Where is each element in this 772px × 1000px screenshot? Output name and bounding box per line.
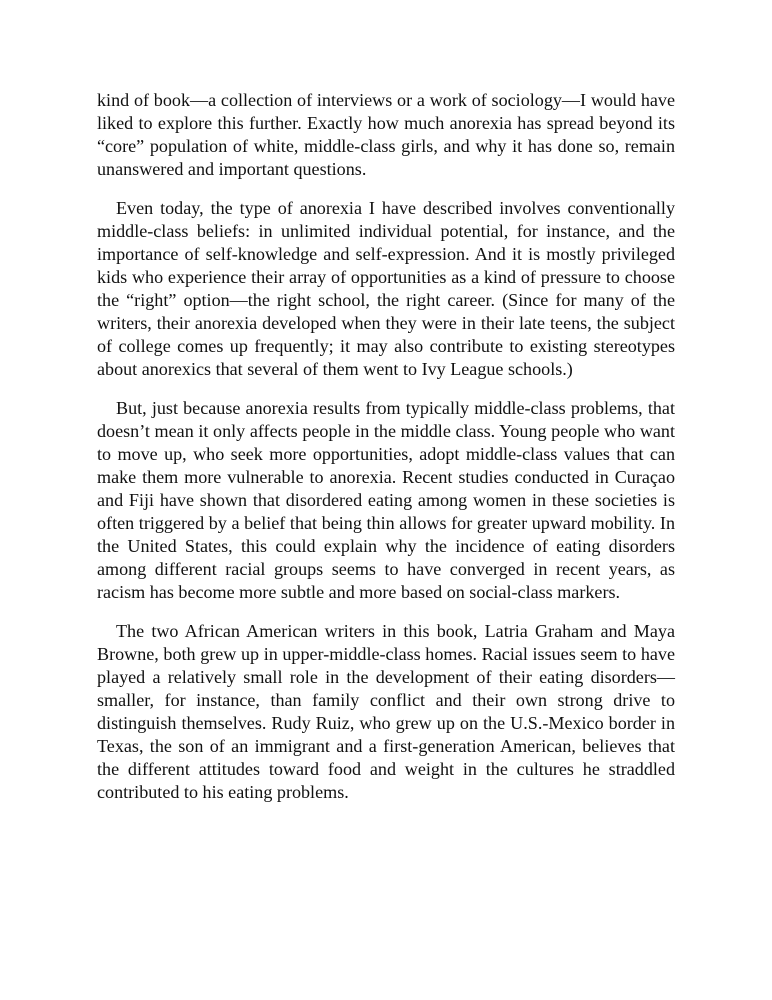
paragraph-continued: kind of book—a collection of interviews or a work of sociology—I would have liked to explore this further. Exactly how much anorexia has spread beyond its “core” population of white, middle-class girls, and why it has done so, remain unanswered and important questions.: [97, 90, 675, 179]
paragraph-upward-mobility: But, just because anorexia results from typically middle-class problems, that doesn’t mean it only affects people in the middle class. Young people who want to move up, who seek more opportunities, adopt middle-class values that can make them more vulnerable to anorexia. Recent studies conducted in Curaçao and Fiji have shown that disordered eating among women in these societies is often triggered by a belief that being thin allows for greater upward mobility. In the United States, this could explain why the incidence of eating disorders among different racial groups seems to have converged in recent years, as racism has become more subtle and more based on social-class markers.: [97, 398, 675, 602]
document-body: [97, 89, 675, 820]
paragraph-middle-class-beliefs: Even today, the type of anorexia I have described involves conventionally middle-class beliefs: in unlimited individual potential, for instance, and the importance of self-knowledge and self-expression. And it is mostly privileged kids who experience their array of opportunities as a kind of pressure to choose the “right” option—the right school, the right career. (Since for many of the writers, their anorexia developed when they were in their late teens, the subject of college comes up frequently; it may also contribute to existing stereotypes about anorexics that several of them went to Ivy League schools.): [97, 198, 675, 379]
paragraph-african-american-writers: The two African American writers in this book, Latria Graham and Maya Browne, both grew up in upper-middle-class homes. Racial issues seem to have played a relatively small role in the development of their eating disorders—smaller, for instance, than family conflict and their own strong drive to distinguish themselves. Rudy Ruiz, who grew up on the U.S.-Mexico border in Texas, the son of an immigrant and a first-generation American, believes that the different attitudes toward food and weight in the cultures he straddled contributed to his eating problems.: [97, 621, 675, 802]
